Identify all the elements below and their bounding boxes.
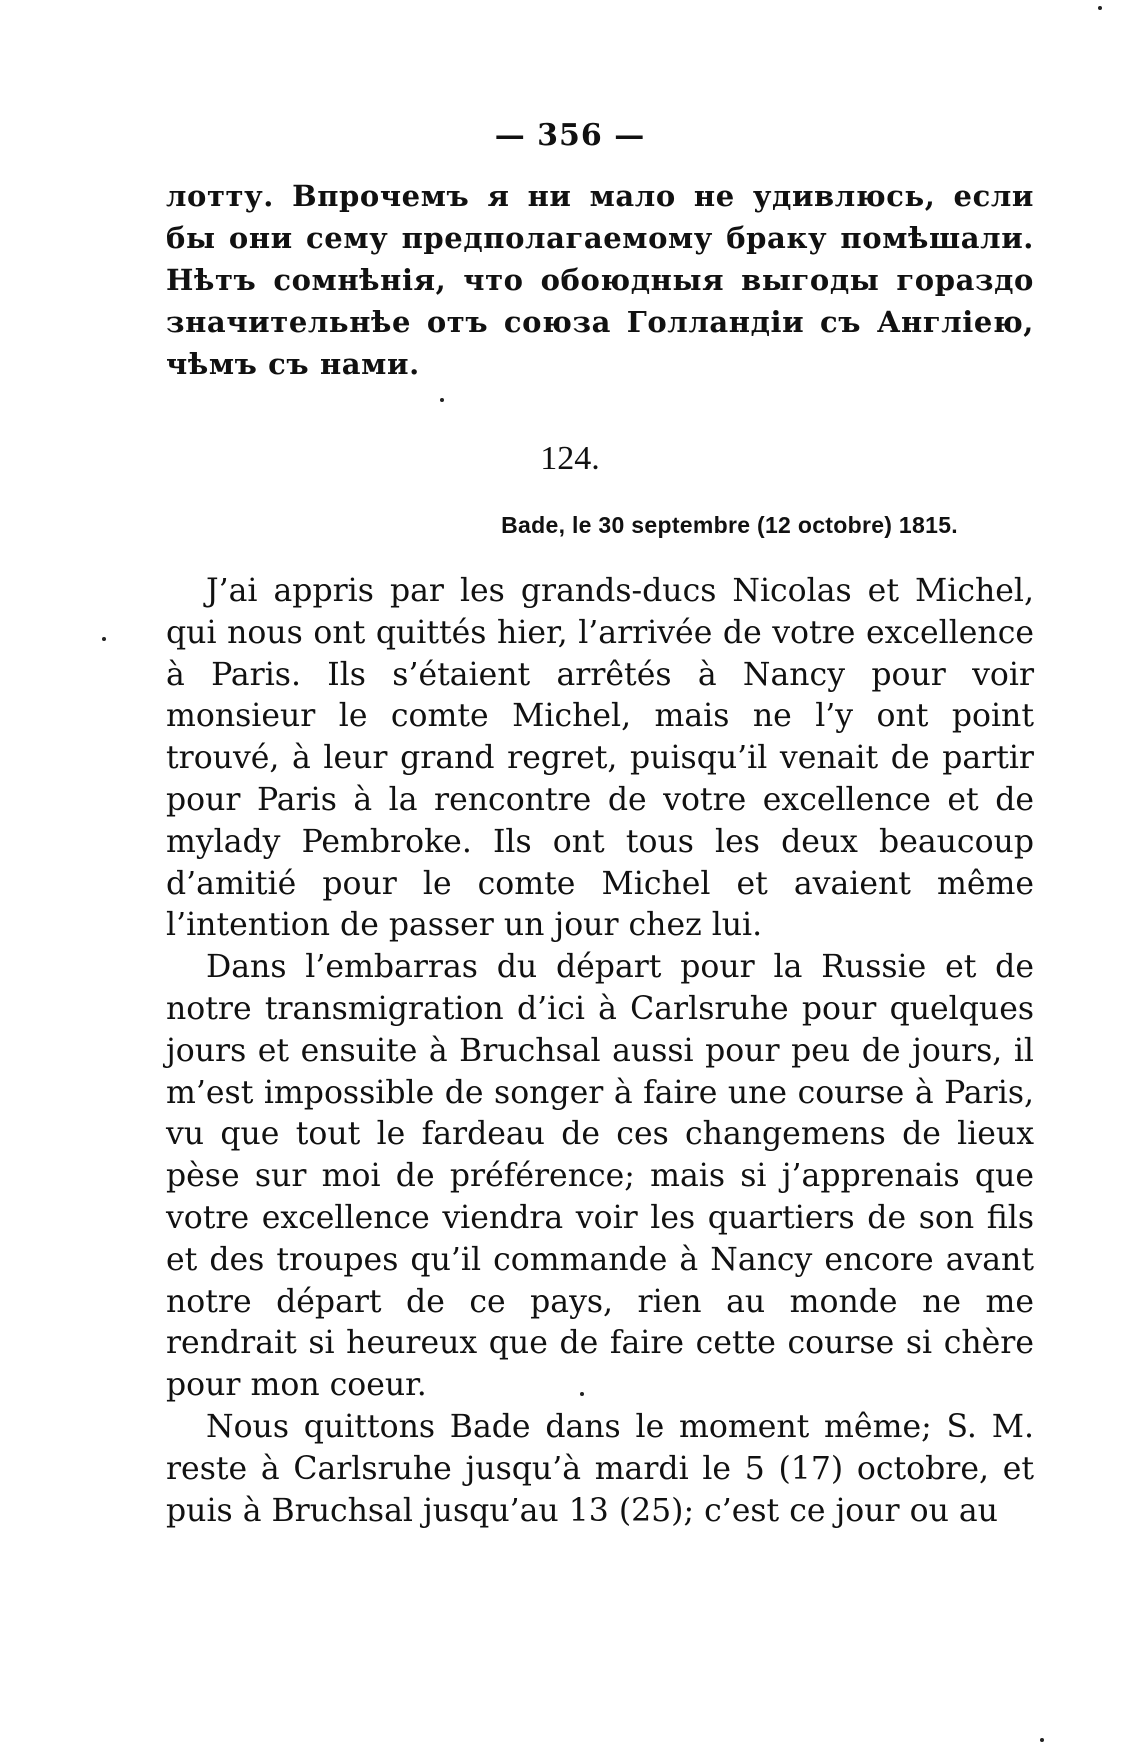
- russian-paragraph: лотту. Впрочемъ я ни мало не удивлюсь, если бы они сему предполагаемому браку помѣшали. Нѣтъ сомнѣнія, что обоюдныя выгоды гораздо значительнѣе отъ союза Голландіи съ Англіею, чѣмъ съ нами.: [166, 179, 1034, 381]
- scan-speck: [1040, 1738, 1044, 1742]
- letter-paragraph-3: Nous quittons Bade dans le moment même; S. M. reste à Carlsruhe jusqu’à mardi le 5 (17) octobre, et puis à Bruchsal jusqu’au 13 (25); c’est ce jour ou au: [166, 1408, 1034, 1529]
- letter-dateline: Bade, le 30 septembre (12 octobre) 1815.: [501, 512, 958, 538]
- letter-paragraph-1: J’ai appris par les grands-ducs Nicolas et Michel, qui nous ont quittés hier, l’arrivée de votre excellence à Paris. Ils s’étaient arrêtés à Nancy pour voir monsieur le comte Michel, mais ne l’y ont point trouvé, à leur grand regret, puisqu’il venait de partir pour Paris à la rencontre de votre excellence et de mylady Pembroke. Ils ont tous les deux beaucoup d’amitié pour le comte Michel et avaient même l’intention de passer un jour chez lui.: [166, 573, 1034, 944]
- scan-speck: [1098, 6, 1102, 10]
- scan-speck: [580, 1392, 584, 1396]
- scan-speck: [102, 637, 106, 641]
- letter-paragraph-2: Dans l’embarras du départ pour la Russie et de notre transmigration d’ici à Carlsruhe pour quelques jours et ensuite à Bruchsal aussi pour peu de jours, il m’est impossible de songer à faire une course à Paris, vu que tout le fardeau de ces changemens de lieux pèse sur moi de préférence; mais si j’apprenais que votre excellence viendra voir les quartiers de son fils et des troupes qu’il commande à Nancy encore avant notre départ de ce pays, rien au monde ne me rendrait si heureux que de faire cette course si chère pour mon coeur.: [166, 949, 1034, 1404]
- scan-speck: [440, 398, 444, 402]
- page-number: — 356 —: [494, 118, 646, 153]
- letter-body: [166, 571, 1034, 1532]
- russian-passage: [166, 175, 1034, 385]
- letter-number: 124.: [540, 440, 600, 477]
